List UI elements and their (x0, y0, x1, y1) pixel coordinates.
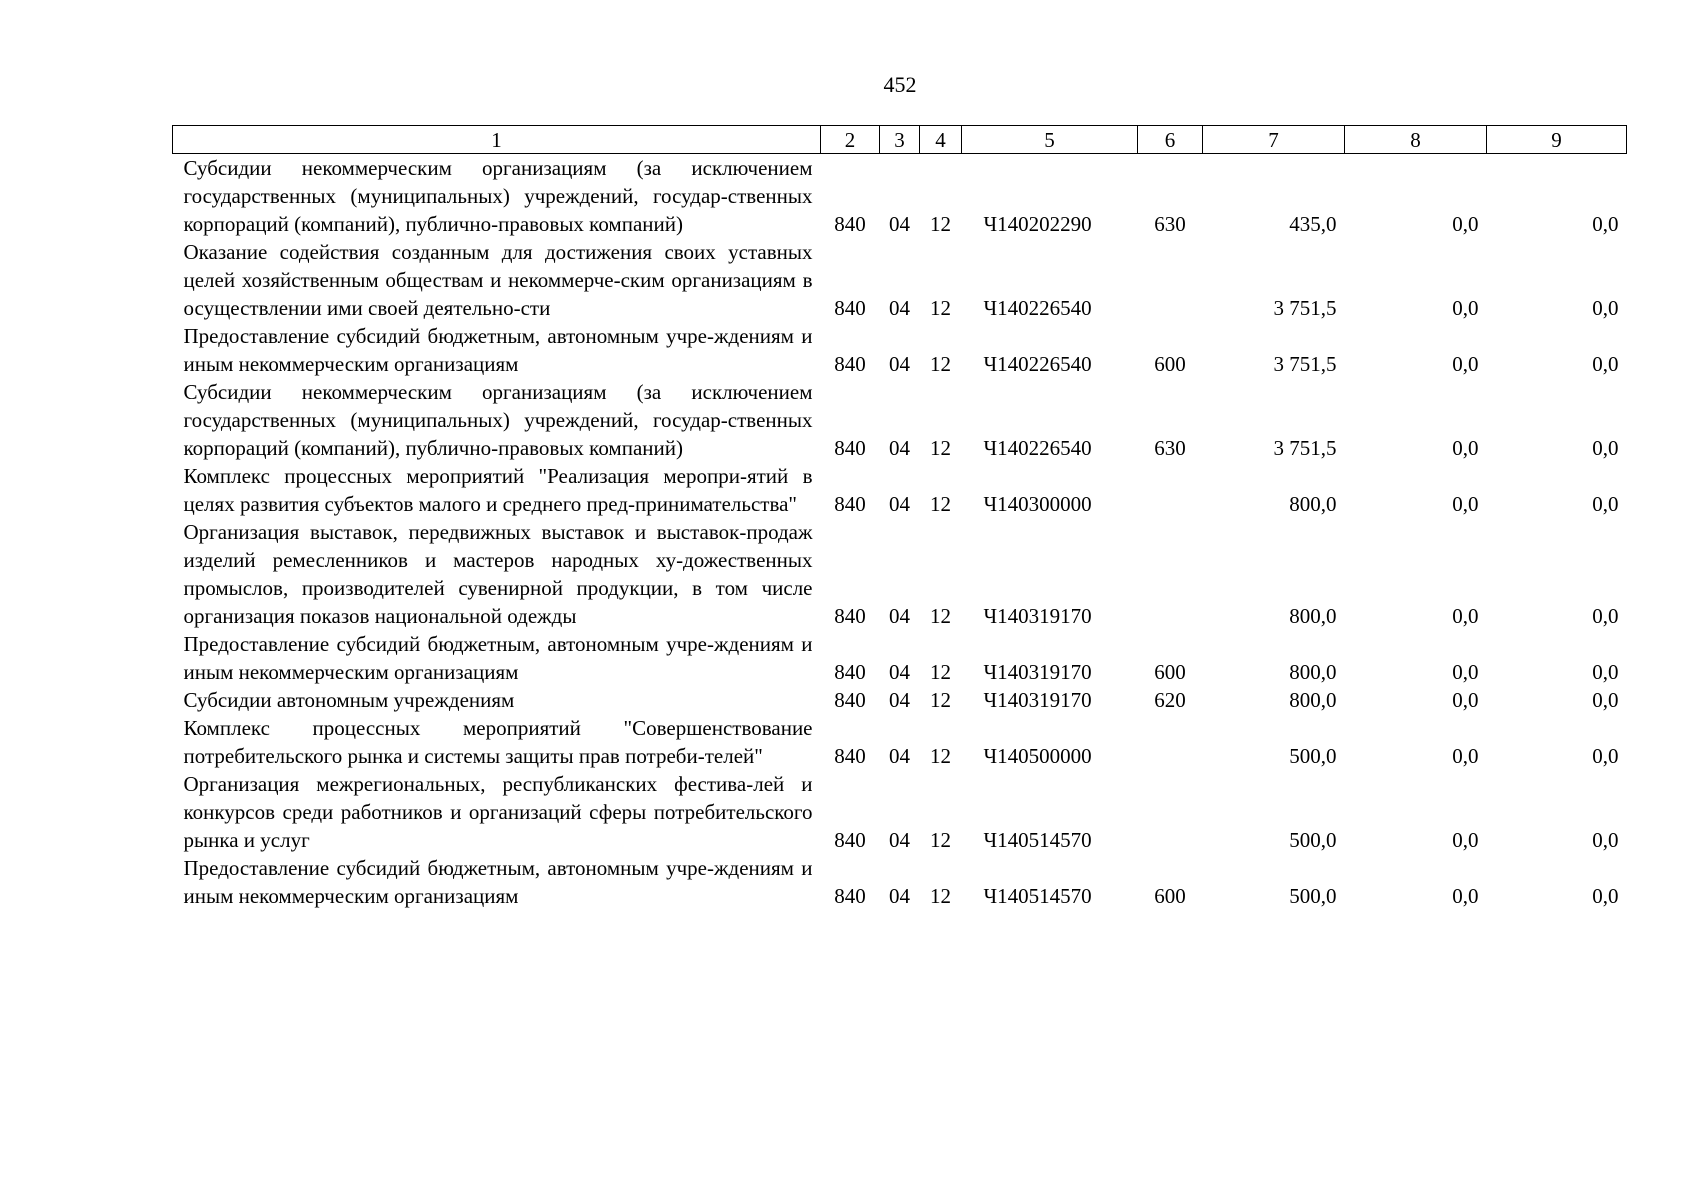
code-col-2: 840 (834, 436, 866, 460)
row-name: Организация выставок, передвижных выставок и выставок-продаж изделий ремесленников и мастеров народных ху-дожественных промыслов, производителей сувенирной продукции, в том числе организация показов национальной одежды (183, 520, 813, 628)
amount-col-7: 500,0 (1289, 884, 1337, 908)
code-col-3: 04 (889, 492, 910, 516)
amount-col-8: 0,0 (1452, 828, 1479, 852)
target-article-code: Ч140226540 (983, 296, 1092, 320)
target-article-code: Ч140319170 (983, 688, 1092, 712)
amount-col-8: 0,0 (1452, 296, 1479, 320)
amount-col-8: 0,0 (1452, 688, 1479, 712)
amount-col-8: 0,0 (1452, 352, 1479, 376)
code-col-2: 840 (834, 296, 866, 320)
amount-col-8: 0,0 (1452, 604, 1479, 628)
expense-type-code: 630 (1154, 212, 1186, 236)
table-row (173, 770, 1627, 854)
code-col-3: 04 (889, 828, 910, 852)
code-col-2: 840 (834, 884, 866, 908)
code-col-2: 840 (834, 744, 866, 768)
expense-type-code (1138, 238, 1203, 322)
amount-col-8: 0,0 (1452, 744, 1479, 768)
expense-type-code: 600 (1154, 352, 1186, 376)
amount-col-9: 0,0 (1592, 884, 1619, 908)
amount-col-9: 0,0 (1592, 492, 1619, 516)
table-row (173, 238, 1627, 322)
table-row (173, 686, 1627, 714)
code-col-3: 04 (889, 688, 910, 712)
expense-type-code: 600 (1154, 884, 1186, 908)
column-header: 6 (1138, 126, 1203, 154)
code-col-3: 04 (889, 884, 910, 908)
code-col-3: 04 (889, 744, 910, 768)
row-name: Субсидии некоммерческим организациям (за исключением государственных (муниципальных) учреждений, государ-ственных корпораций (компаний), публично-правовых компаний) (183, 380, 813, 460)
amount-col-9: 0,0 (1592, 352, 1619, 376)
table-row (173, 518, 1627, 630)
row-name: Комплекс процессных мероприятий "Совершенствование потребительского рынка и системы защиты прав потреби-телей" (183, 716, 813, 768)
code-col-2: 840 (834, 828, 866, 852)
expense-type-code: 600 (1154, 660, 1186, 684)
code-col-2: 840 (834, 352, 866, 376)
code-col-3: 04 (889, 604, 910, 628)
amount-col-7: 3 751,5 (1273, 352, 1337, 376)
code-col-4: 12 (930, 884, 951, 908)
target-article-code: Ч140514570 (983, 828, 1092, 852)
expense-type-code (1138, 770, 1203, 854)
budget-table (172, 125, 1627, 910)
target-article-code: Ч140300000 (983, 492, 1092, 516)
target-article-code: Ч140319170 (983, 604, 1092, 628)
column-header: 1 (173, 126, 821, 154)
amount-col-9: 0,0 (1592, 744, 1619, 768)
code-col-3: 04 (889, 660, 910, 684)
amount-col-9: 0,0 (1592, 212, 1619, 236)
table-row (173, 154, 1627, 239)
code-col-2: 840 (834, 660, 866, 684)
code-col-4: 12 (930, 352, 951, 376)
code-col-4: 12 (930, 492, 951, 516)
code-col-2: 840 (834, 604, 866, 628)
code-col-2: 840 (834, 212, 866, 236)
target-article-code: Ч140500000 (983, 744, 1092, 768)
amount-col-9: 0,0 (1592, 688, 1619, 712)
table-header-row (173, 126, 1627, 154)
amount-col-7: 800,0 (1289, 604, 1337, 628)
code-col-4: 12 (930, 688, 951, 712)
code-col-3: 04 (889, 352, 910, 376)
row-name: Комплекс процессных мероприятий "Реализация меропри-ятий в целях развития субъектов малого и среднего пред-принимательства" (183, 464, 813, 516)
column-header: 7 (1203, 126, 1345, 154)
column-header: 3 (880, 126, 920, 154)
code-col-4: 12 (930, 660, 951, 684)
row-name: Организация межрегиональных, республиканских фестива-лей и конкурсов среди работников и организаций сферы потребительского рынка и услуг (183, 772, 813, 852)
code-col-4: 12 (930, 604, 951, 628)
amount-col-7: 800,0 (1289, 660, 1337, 684)
row-name: Оказание содействия созданным для достижения своих уставных целей хозяйственным обществам и некоммерче-ским организациям в осуществлении ими своей деятельно-сти (183, 240, 813, 320)
expense-type-code: 630 (1154, 436, 1186, 460)
column-header: 2 (821, 126, 880, 154)
amount-col-7: 3 751,5 (1273, 296, 1337, 320)
code-col-4: 12 (930, 436, 951, 460)
expense-type-code (1138, 518, 1203, 630)
code-col-2: 840 (834, 688, 866, 712)
amount-col-8: 0,0 (1452, 884, 1479, 908)
code-col-4: 12 (930, 296, 951, 320)
target-article-code: Ч140319170 (983, 660, 1092, 684)
amount-col-9: 0,0 (1592, 660, 1619, 684)
table-row (173, 714, 1627, 770)
code-col-3: 04 (889, 436, 910, 460)
target-article-code: Ч140226540 (983, 352, 1092, 376)
row-name: Предоставление субсидий бюджетным, автономным учре-ждениям и иным некоммерческим организациям (183, 324, 813, 376)
amount-col-8: 0,0 (1452, 212, 1479, 236)
code-col-4: 12 (930, 828, 951, 852)
amount-col-8: 0,0 (1452, 436, 1479, 460)
amount-col-7: 3 751,5 (1273, 436, 1337, 460)
expense-type-code (1138, 714, 1203, 770)
row-name: Предоставление субсидий бюджетным, автономным учре-ждениям и иным некоммерческим организациям (183, 632, 813, 684)
column-header: 4 (920, 126, 962, 154)
amount-col-7: 800,0 (1289, 492, 1337, 516)
expense-type-code (1138, 462, 1203, 518)
amount-col-8: 0,0 (1452, 492, 1479, 516)
target-article-code: Ч140514570 (983, 884, 1092, 908)
amount-col-7: 435,0 (1289, 212, 1337, 236)
amount-col-7: 500,0 (1289, 828, 1337, 852)
code-col-3: 04 (889, 296, 910, 320)
row-name: Предоставление субсидий бюджетным, автономным учре-ждениям и иным некоммерческим организациям (183, 856, 813, 908)
column-header: 8 (1345, 126, 1487, 154)
target-article-code: Ч140202290 (983, 212, 1092, 236)
table-row (173, 630, 1627, 686)
column-header: 9 (1487, 126, 1627, 154)
row-name: Субсидии автономным учреждениям (183, 688, 515, 712)
amount-col-7: 500,0 (1289, 744, 1337, 768)
amount-col-9: 0,0 (1592, 828, 1619, 852)
code-col-2: 840 (834, 492, 866, 516)
amount-col-9: 0,0 (1592, 436, 1619, 460)
code-col-3: 04 (889, 212, 910, 236)
amount-col-9: 0,0 (1592, 296, 1619, 320)
amount-col-9: 0,0 (1592, 604, 1619, 628)
code-col-4: 12 (930, 212, 951, 236)
table-row (173, 322, 1627, 378)
table-row (173, 854, 1627, 910)
page-number: 452 (883, 72, 917, 97)
code-col-4: 12 (930, 744, 951, 768)
target-article-code: Ч140226540 (983, 436, 1092, 460)
table-row (173, 462, 1627, 518)
column-header: 5 (962, 126, 1138, 154)
amount-col-8: 0,0 (1452, 660, 1479, 684)
amount-col-7: 800,0 (1289, 688, 1337, 712)
row-name: Субсидии некоммерческим организациям (за исключением государственных (муниципальных) учреждений, государ-ственных корпораций (компаний), публично-правовых компаний) (183, 156, 813, 236)
table-row (173, 378, 1627, 462)
expense-type-code: 620 (1154, 688, 1186, 712)
